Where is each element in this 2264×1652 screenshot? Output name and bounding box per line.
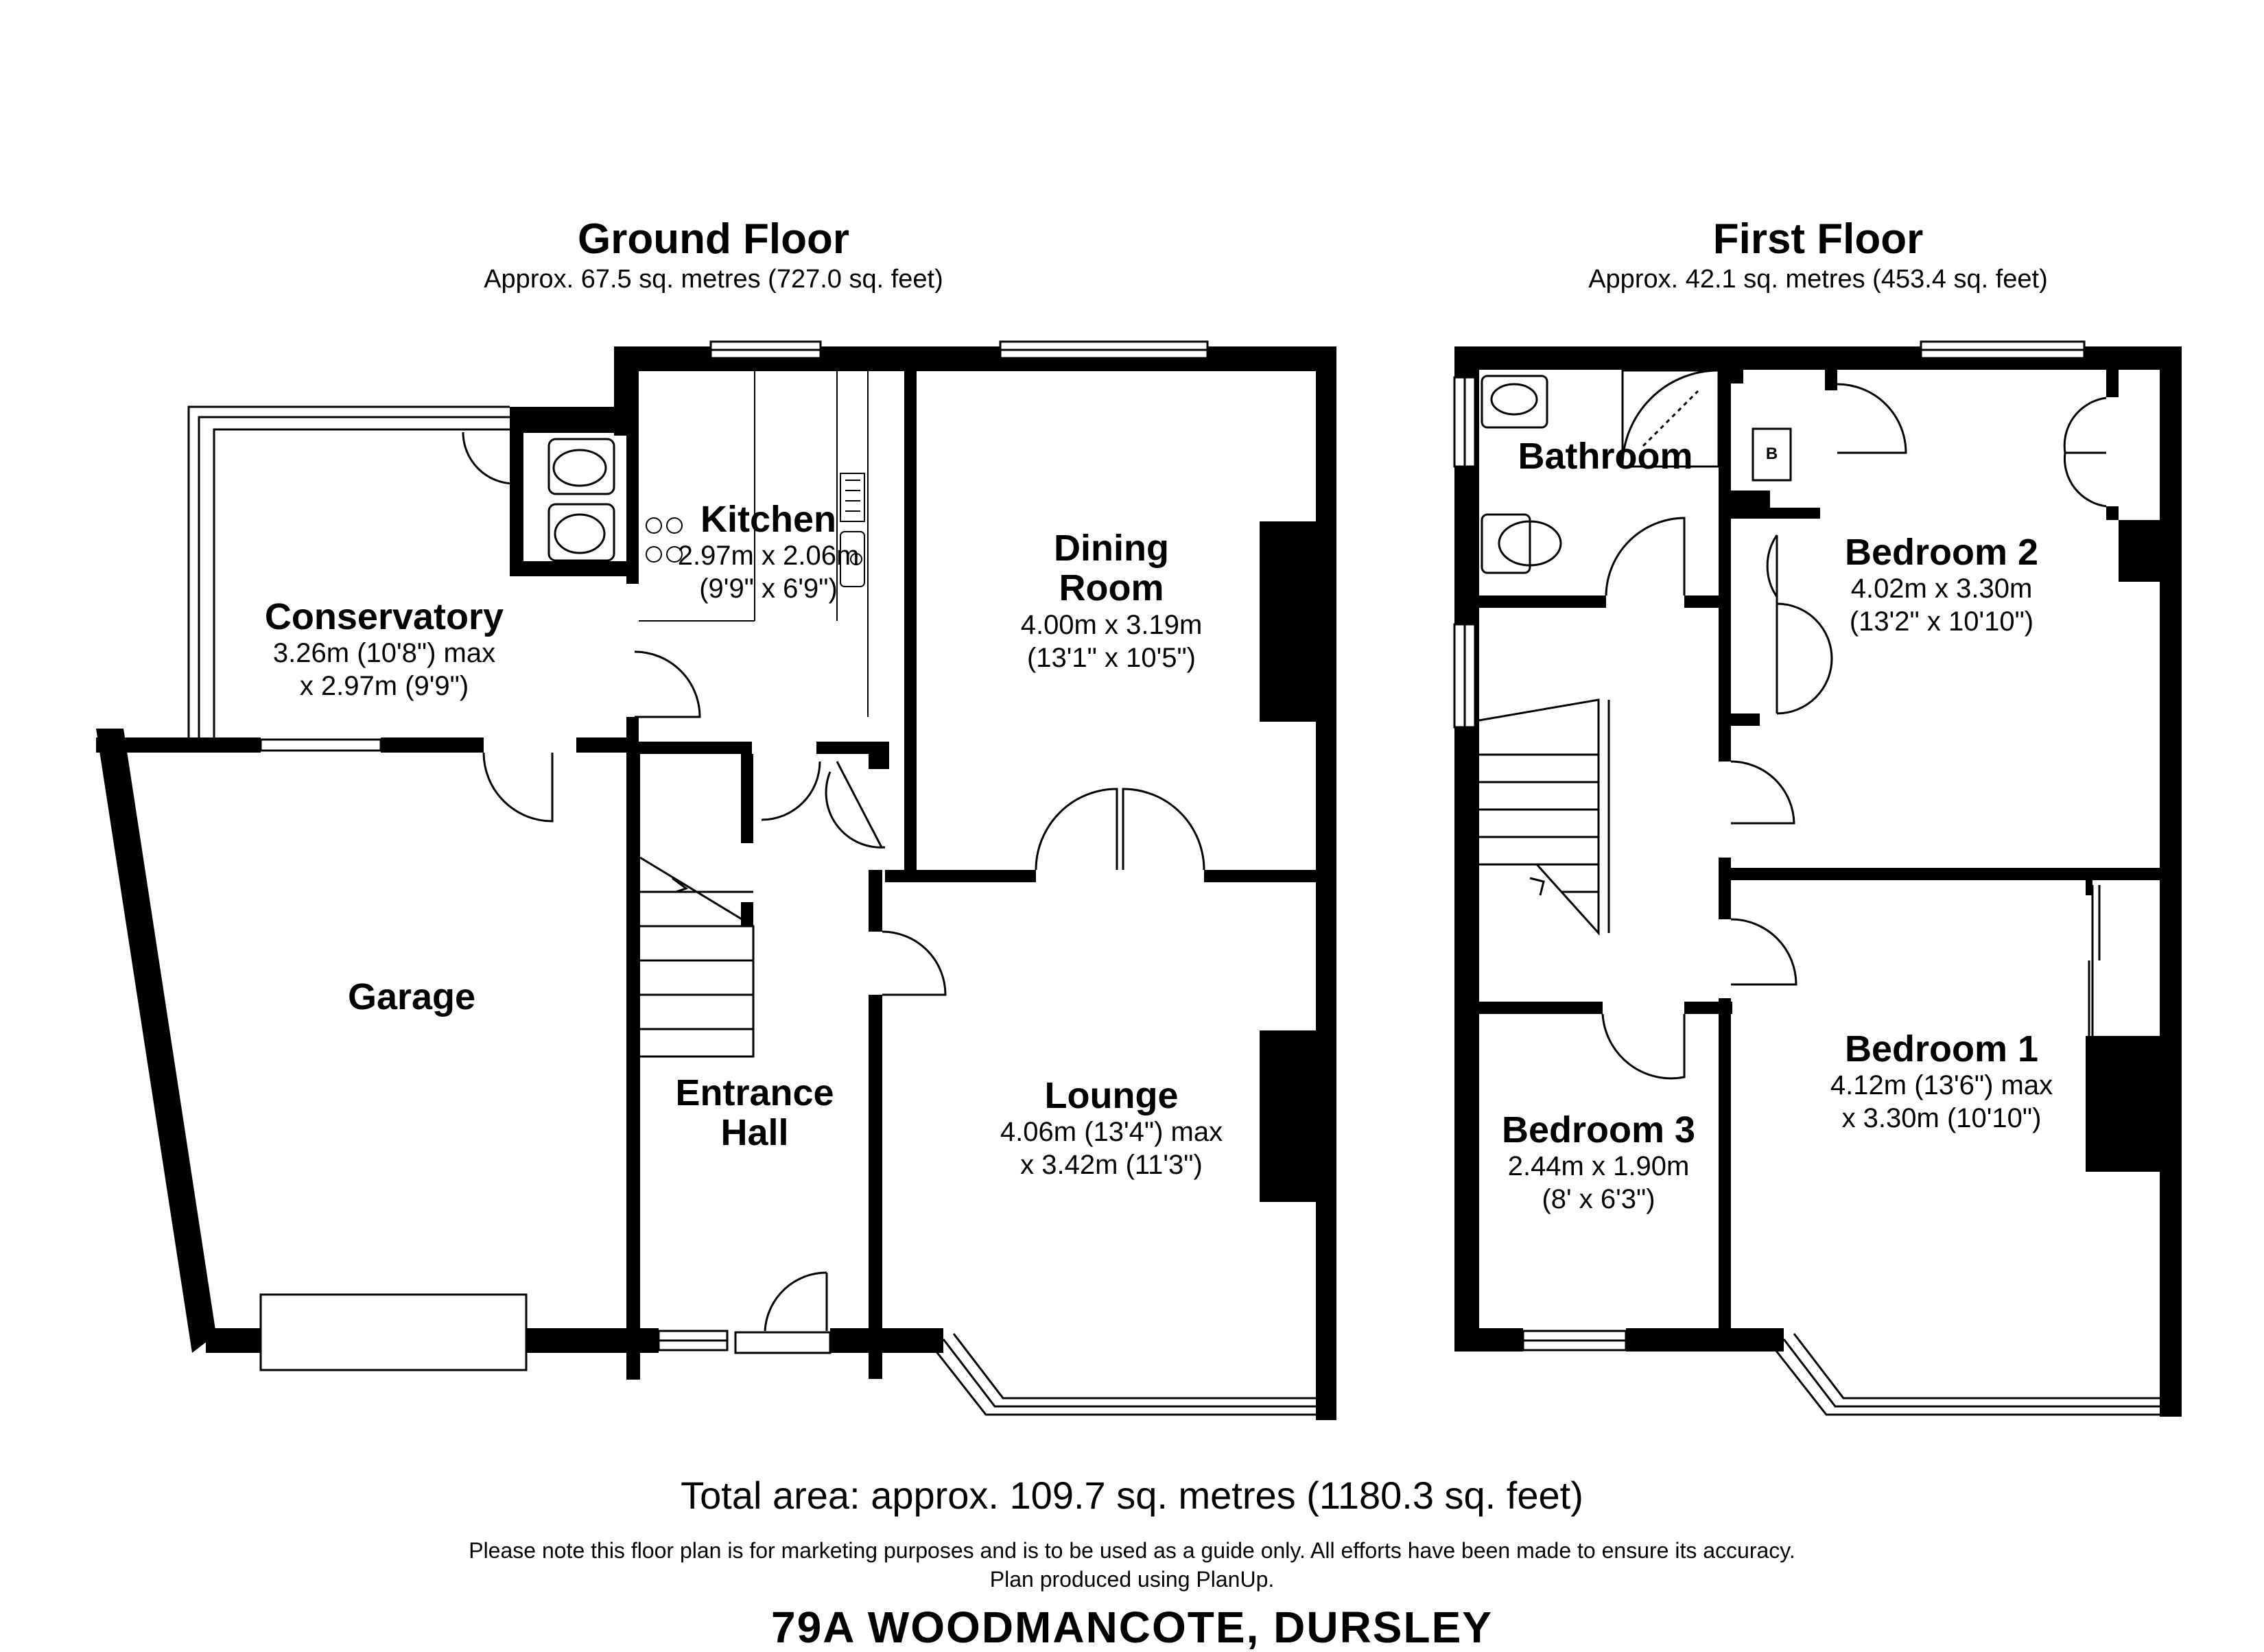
bedroom-2-dim-1: 4.02m x 3.30m: [1850, 574, 2033, 604]
bedroom-3-dim-2: (8' x 6'3"): [1542, 1184, 1655, 1215]
dining-room-name-2: Room: [1059, 567, 1164, 609]
bathroom-fixtures: [1482, 370, 1719, 595]
first-floor-title: First Floor: [1712, 215, 1924, 263]
bedroom-3-label: [1482, 1110, 1715, 1216]
bedroom-1-dim-2: x 3.30m (10'10"): [1841, 1103, 2042, 1134]
kitchen-dim-2: (9'9" x 6'9"): [699, 574, 838, 604]
ground-floor-windows: [261, 342, 1207, 1350]
first-floor-staircase: [1479, 700, 1609, 933]
kitchen-name: Kitchen: [700, 499, 837, 540]
lounge-dim-1: 4.06m (13'4") max: [1000, 1117, 1223, 1148]
bedroom-3-name: Bedroom 3: [1501, 1109, 1696, 1150]
garage-left-wall: [96, 729, 216, 1353]
ground-floor-area: Approx. 67.5 sq. metres (727.0 sq. feet): [484, 265, 943, 294]
conservatory-dim-2: x 2.97m (9'9"): [299, 671, 469, 702]
kitchen-label: [645, 499, 892, 605]
disclaimer-line-1: Please note this floor plan is for marketing purposes and is to be used as a guide only. All efforts have been made to ensure its accuracy.: [469, 1538, 1795, 1563]
conservatory-label: [220, 597, 549, 703]
dining-room-dim-1: 4.00m x 3.19m: [1020, 609, 1203, 640]
lounge-dim-2: x 3.42m (11'3"): [1020, 1150, 1203, 1181]
entrance-hall-name-2: Hall: [720, 1112, 789, 1154]
ground-floor-staircase: [640, 858, 753, 1057]
entrance-hall-label: [652, 1073, 858, 1153]
first-floor-area: Approx. 42.1 sq. metres (453.4 sq. feet): [1588, 265, 2048, 294]
bedroom-1-label: [1797, 1029, 2086, 1135]
boiler-label: B: [1765, 445, 1778, 463]
lounge-name: Lounge: [1044, 1075, 1179, 1116]
bedroom-2-label: [1804, 532, 2079, 638]
ground-floor-title: Ground Floor: [577, 215, 850, 263]
total-area: Total area: approx. 109.7 sq. metres (1180.3 sq. feet): [681, 1474, 1583, 1517]
bathroom-name: Bathroom: [1518, 436, 1693, 477]
conservatory-name: Conservatory: [264, 596, 504, 637]
dining-room-name-1: Dining: [1054, 528, 1169, 569]
bedroom-2-dim-2: (13'2" x 10'10"): [1849, 606, 2034, 637]
lounge-label: [960, 1076, 1262, 1181]
bathroom-label: [1496, 436, 1715, 476]
dining-room-label: [974, 528, 1249, 674]
bedroom-1-bay-window: [1773, 1334, 2160, 1415]
conservatory-dim-1: 3.26m (10'8") max: [272, 638, 496, 669]
bedroom-1-dim-1: 4.12m (13'6") max: [1830, 1070, 2053, 1101]
kitchen-dim-1: 2.97m x 2.06m: [677, 541, 860, 571]
lounge-bay-window: [933, 1334, 1316, 1415]
first-floor-doors: [1603, 384, 2106, 1078]
garage-name: Garage: [347, 976, 476, 1017]
garage-label: [274, 977, 549, 1017]
front-door: [735, 1273, 830, 1353]
bedroom-2-name: Bedroom 2: [1844, 532, 2039, 573]
wc-fixtures: [463, 432, 614, 560]
first-floor-plan: [1454, 342, 2182, 1417]
ground-floor-doors: [484, 652, 1204, 995]
bedroom-1-name: Bedroom 1: [1844, 1028, 2039, 1070]
disclaimer-line-2: Plan produced using PlanUp.: [989, 1567, 1275, 1592]
property-address: 79A WOODMANCOTE, DURSLEY: [771, 1603, 1493, 1652]
entrance-hall-name-1: Entrance: [675, 1072, 834, 1113]
bedroom-3-dim-1: 2.44m x 1.90m: [1507, 1151, 1690, 1182]
garage-door: [261, 1295, 526, 1370]
first-floor-walls: [1454, 346, 2182, 1417]
bedroom-1-wardrobe: [2089, 885, 2099, 1036]
dining-room-dim-2: (13'1" x 10'5"): [1026, 642, 1196, 673]
